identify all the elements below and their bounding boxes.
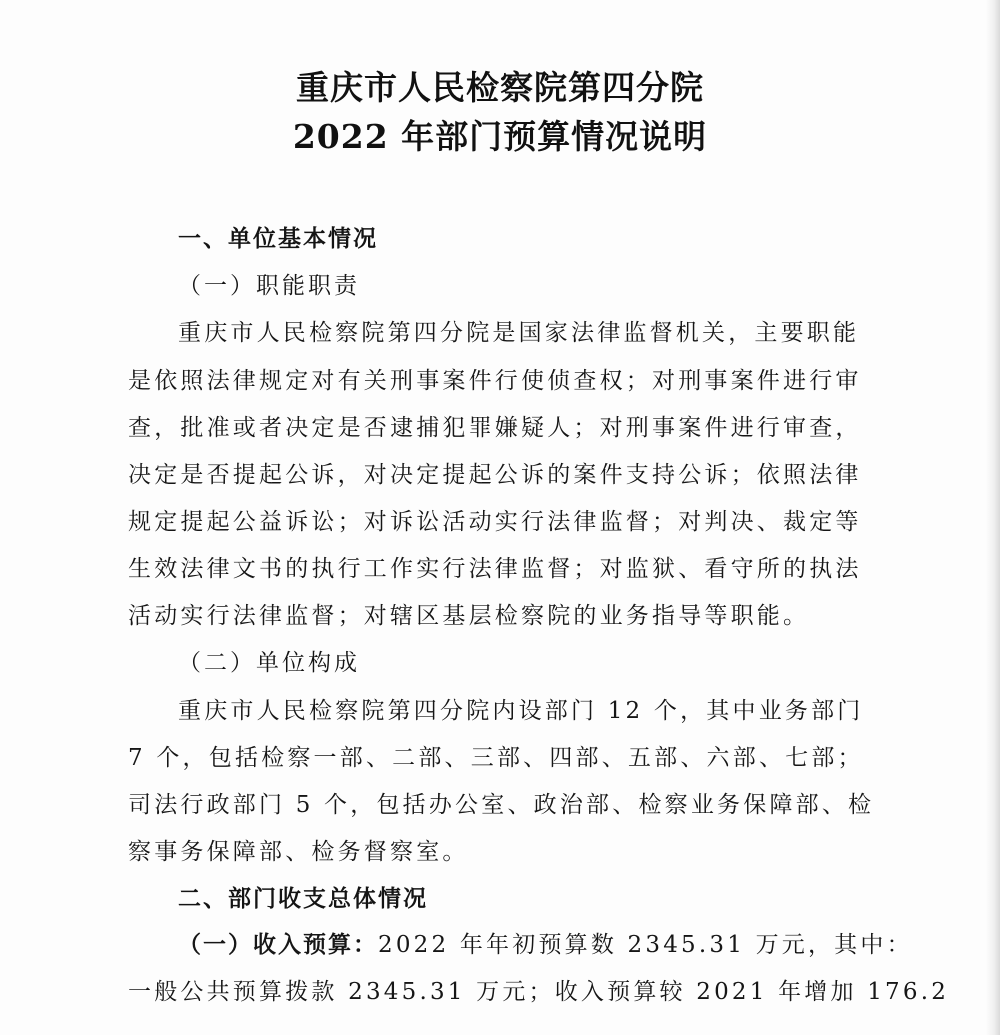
paragraph-line: 重庆市人民检察院第四分院内设部门 12 个，其中业务部门	[178, 698, 864, 724]
section2-heading: 二、部门收支总体情况	[178, 885, 428, 912]
paragraph-line: 决定是否提起公诉，对决定提起公诉的案件支持公诉；依照法律	[128, 462, 862, 488]
paragraph-line: 司法行政部门 5 个，包括办公室、政治部、检察业务保障部、检	[128, 792, 875, 818]
paragraph-line: 是依照法律规定对有关刑事案件行使侦查权；对刑事案件进行审	[128, 368, 862, 394]
section1-sub1-heading: （一）职能职责	[178, 273, 360, 299]
section1-heading: 一、单位基本情况	[178, 225, 378, 252]
section1-sub2-heading: （二）单位构成	[178, 650, 360, 676]
income-budget-text: 2022 年年初预算数 2345.31 万元，其中：	[378, 932, 913, 958]
paragraph-line: 7 个，包括检察一部、二部、三部、四部、五部、六部、七部；	[128, 745, 864, 771]
document-title-line1: 重庆市人民检察院第四分院	[296, 68, 704, 107]
paragraph-line: 重庆市人民检察院第四分院是国家法律监督机关，主要职能	[178, 320, 860, 346]
paragraph-line: 生效法律文书的执行工作实行法律监督；对监狱、看守所的执法	[128, 556, 862, 582]
income-budget-label: （一）收入预算：	[178, 931, 378, 958]
paragraph-line: 规定提起公益诉讼；对诉讼活动实行法律监督；对判决、裁定等	[128, 509, 862, 535]
paragraph-line	[178, 930, 913, 960]
paragraph-line: 察事务保障部、检务督察室。	[128, 839, 469, 865]
paragraph-line: 一般公共预算拨款 2345.31 万元；收入预算较 2021 年增加 176.2	[128, 979, 950, 1005]
paragraph-line: 查，批准或者决定是否逮捕犯罪嫌疑人；对刑事案件进行审查，	[128, 415, 862, 441]
paragraph-line: 活动实行法律监督；对辖区基层检察院的业务指导等职能。	[128, 603, 810, 629]
document-title-line2: 2022 年部门预算情况说明	[292, 117, 708, 156]
